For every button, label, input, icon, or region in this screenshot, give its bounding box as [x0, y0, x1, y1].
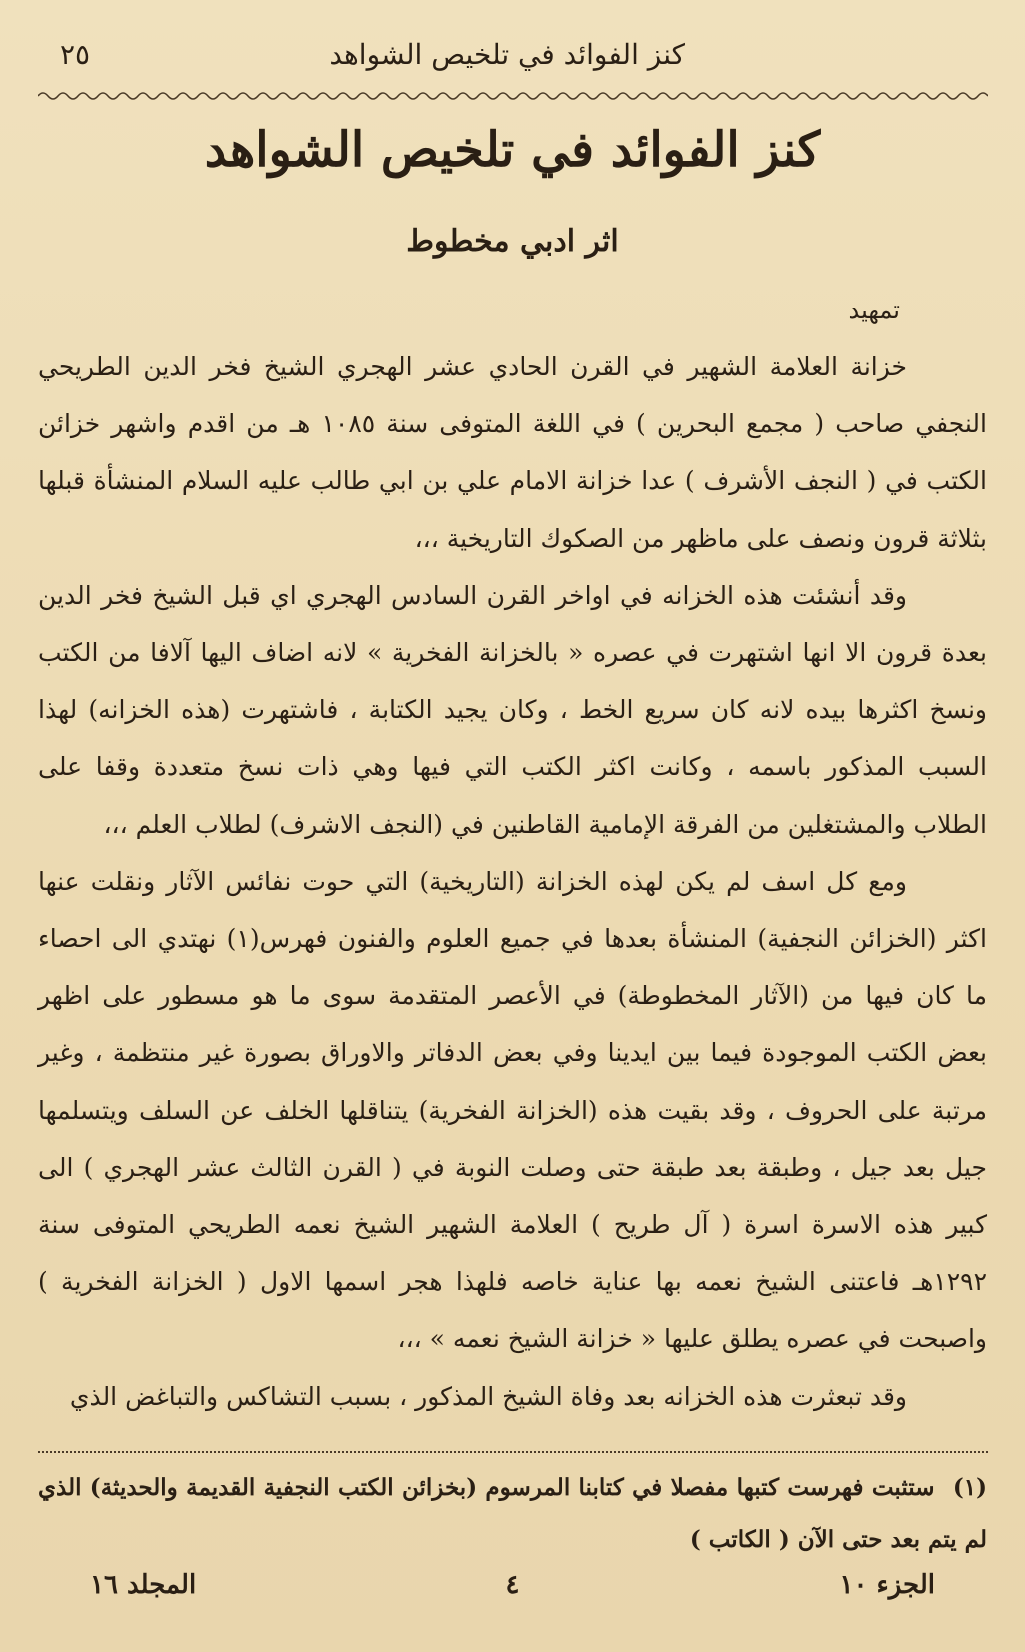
wavy-divider: [38, 90, 988, 102]
running-title: كنز الفوائد في تلخيص الشواهد: [329, 38, 685, 71]
footnote-divider: [38, 1451, 988, 1453]
page-header: [40, 30, 985, 88]
paragraph: خزانة العلامة الشهير في القرن الحادي عشر الهجري الشيخ فخر الدين الطريحي النجفي صاحب ( مجمع البحرين ) في اللغة المتوفى سنة ١٠٨٥ هـ من اقدم واشهر خزائن الكتب في ( النجف الأشرف ) عدا خزانة الامام علي بن ابي طالب عليه السلام المنشأة قبلها بثلاثة قرون ونصف على ماظهر من الصكوك التاريخية ،،،: [38, 352, 987, 553]
paragraph: وقد أنشئت هذه الخزانه في اواخر القرن السادس الهجري اي قبل الشيخ فخر الدين بعدة قرون الا انها اشتهرت في عصره « بالخزانة الفخرية » لانه اضاف اليها آلافا من الكتب ونسخ اكثرها بيده لانه كان سريع الخط ، وكان يجيد الكتابة ، فاشتهرت (هذه الخزانه) لهذا السبب المذكور باسمه ، وكانت اكثر الكتب التي فيها وهي ذات نسخ متعددة وقفا على الطلاب والمشتغلين من الفرقة الإمامية القاطنين في (النجف الاشرف) لطلاب العلم ،،،: [38, 580, 987, 839]
body-text: [38, 338, 987, 1425]
page-number: ٢٥: [60, 38, 91, 71]
footer-signature: ٤: [505, 1570, 520, 1600]
article-title: كنز الفوائد في تلخيص الشواهد: [204, 122, 821, 178]
section-heading: تمهيد: [848, 296, 900, 324]
footer-part: الجزء ١٠: [839, 1570, 935, 1600]
paragraph: ومع كل اسف لم يكن لهذه الخزانة (التاريخية) التي حوت نفائس الآثار ونقلت عنها اكثر (الخزائن النجفية) المنشأة بعدها في جميع العلوم والفنون فهرس(١) نهتدي الى احصاء ما كان فيها من (الآثار المخطوطة) في الأعصر المتقدمة سوى ما هو مسطور على اظهر بعض الكتب الموجودة فيما بين ايدينا وفي بعض الدفاتر والاوراق بصورة غير منتظمة ، وغير مرتبة على الحروف ، وقد بقيت هذه (الخزانة الفخرية) يتناقلها الخلف عن السلف ويتسلمها جيل بعد جيل ، وطبقة بعد طبقة حتى وصلت النوبة في ( القرن الثالث عشر الهجري ) الى كبير هذه الاسرة اسرة ( آل طريح ) العلامة الشهير الشيخ نعمه الطريحي المتوفى سنة ١٢٩٢هـ فاعتنى الشيخ نعمه بها عناية خاصه فلهذا هجر اسمها الاول ( الخزانة الفخرية ) واصبحت في عصره يطلق عليها « خزانة الشيخ نعمه » ،،،: [38, 866, 987, 1354]
article-subtitle: اثر ادبي مخطوط: [406, 224, 619, 259]
footnote-text: ستثبت فهرست كتبها مفصلا في كتابنا المرسوم (بخزائن الكتب النجفية القديمة والحديثة) الذي لم يتم بعد حتى الآن ( الكاتب ): [38, 1474, 987, 1553]
footnote-mark: (١): [952, 1474, 987, 1501]
footnote: [38, 1462, 987, 1566]
footer-volume: المجلد ١٦: [90, 1570, 197, 1600]
paragraph: وقد تبعثرت هذه الخزانه بعد وفاة الشيخ المذكور ، بسبب التشاكس والتباغض الذي: [69, 1381, 907, 1411]
page-footer: [60, 1570, 965, 1610]
